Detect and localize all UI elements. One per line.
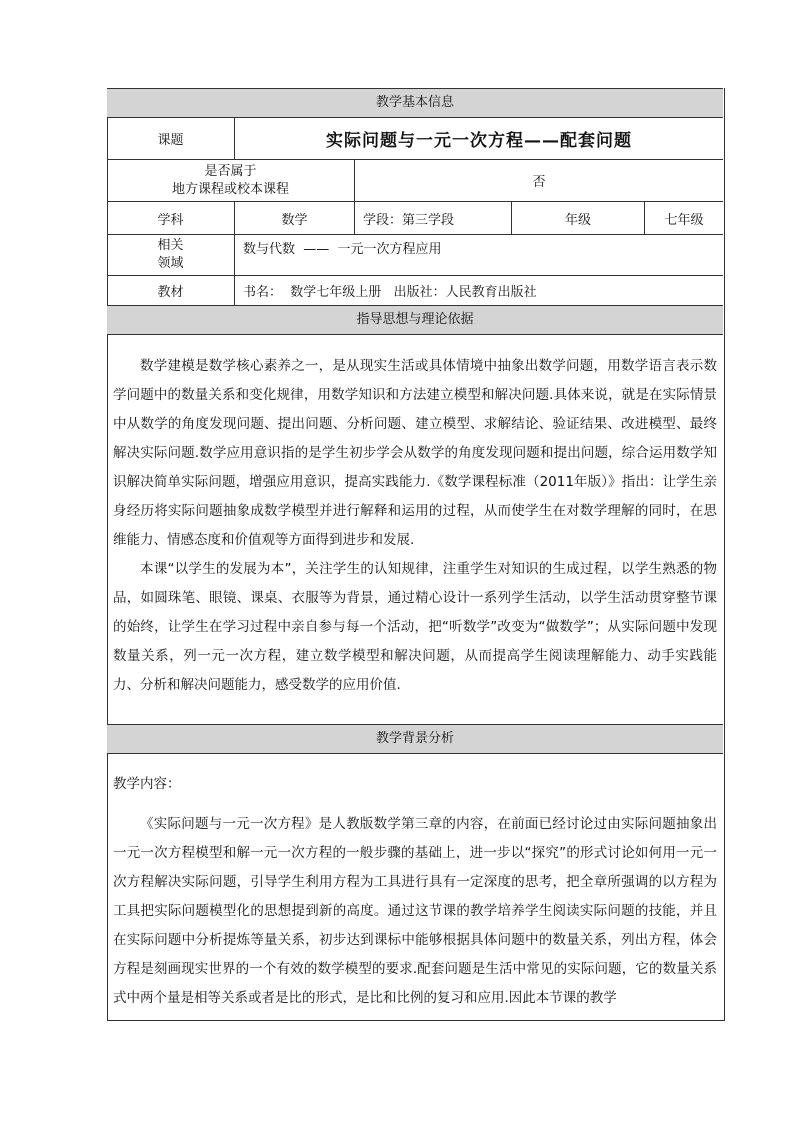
local-course-label-line2: 地方课程或校本课程	[171, 181, 289, 197]
guiding-text	[113, 352, 717, 700]
section-header-guiding: 指导思想与理论依据	[107, 305, 723, 334]
textbook-label: 教材	[157, 285, 184, 300]
lesson-title: 实际问题与一元一次方程——配套问题	[326, 131, 632, 151]
section-header-background: 教学背景分析	[107, 724, 723, 753]
local-course-label	[107, 160, 354, 201]
local-course-label-line1: 是否属于	[204, 163, 257, 179]
section-header-basic-info: 教学基本信息	[107, 88, 723, 117]
local-course-value: 否	[354, 160, 723, 201]
related-value: 数与代数 —— 一元一次方程应用	[234, 235, 723, 275]
guiding-paragraph-2: 本课“以学生的发展为本”，关注学生的认知规律，注重学生对知识的生成过程，以学生熟悉的物品，如圆珠笔、眼镜、课桌、衣服等为背景，通过精心设计一系列学生活动，以学生活动贯穿整节课的始终，让学生在学习过程中亲自参与每一个活动，把“听数学”改变为“做数学”；从实际问题中发现数量关系，列一元一次方程，建立数学模型和解决问题，从而提高学生阅读理解能力、动手实践能力、分析和解决问题能力，感受数学的应用价值.	[113, 561, 717, 693]
background-paragraph: 《实际问题与一元一次方程》是人教版数学第三章的内容，在前面已经讨论过由实际问题抽象出一元一次方程模型和解一元一次方程的一般步骤的基础上，进一步以“探究”的形式讨论如何用一元一次方程解决实际问题，引导学生利用方程为工具进行具有一定深度的思考，把全章所强调的以方程为工具把实际问题模型化的思想提到新的高度。通过这节课的教学培养学生阅读实际问题的技能，并且在实际问题中分析提炼等量关系，初步达到课标中能够根据具体问题中的数量关系，列出方程，体会方程是刻画现实世界的一个有效的数学模型的要求.配套问题是生活中常见的实际问题，它的数量关系式中两个量是相等关系或者是比的形式，是比和比例的复习和应用.因此本节课的教学	[113, 816, 717, 1006]
textbook-value: 书名： 数学七年级上册 出版社：人民教育出版社	[234, 276, 723, 305]
topic-label: 课题	[157, 133, 184, 148]
background-content-label: 教学内容：	[113, 776, 181, 792]
related-label-line2: 领域	[157, 256, 184, 271]
topic-row	[107, 117, 723, 159]
textbook-row	[107, 275, 723, 305]
guiding-paragraph-1: 数学建模是数学核心素养之一，是从现实生活或具体情境中抽象出数学问题，用数学语言表示数学问题中的数量关系和变化规律，用数学知识和方法建立模型和解决问题.具体来说，就是在实际情景中从数学的角度发现问题、提出问题、分析问题、建立模型、求解结论、验证结果、改进模型、最终解决实际问题.数学应用意识指的是学生初步学会从数学的角度发现问题和提出问题，综合运用数学知识解决简单实际问题，增强应用意识，提高实践能力.《数学课程标准（2011年版）》指出：让学生亲身经历将实际问题抽象成数学模型并进行解释和运用的过程，从而使学生在对数学理解的同时，在思维能力、情感态度和价值观等方面得到进步和发展.	[113, 358, 717, 548]
related-row	[107, 234, 723, 275]
topic-value-cell	[234, 118, 723, 159]
subject-value: 数学	[234, 202, 354, 234]
grade-value: 七年级	[644, 202, 723, 234]
related-label	[107, 235, 234, 275]
stage-value: 学段：第三学段	[354, 202, 511, 234]
grade-label: 年级	[511, 202, 644, 234]
related-label-line1: 相关	[157, 238, 184, 253]
subject-row	[107, 201, 723, 234]
subject-label: 学科	[157, 212, 184, 228]
local-course-row	[107, 159, 723, 201]
